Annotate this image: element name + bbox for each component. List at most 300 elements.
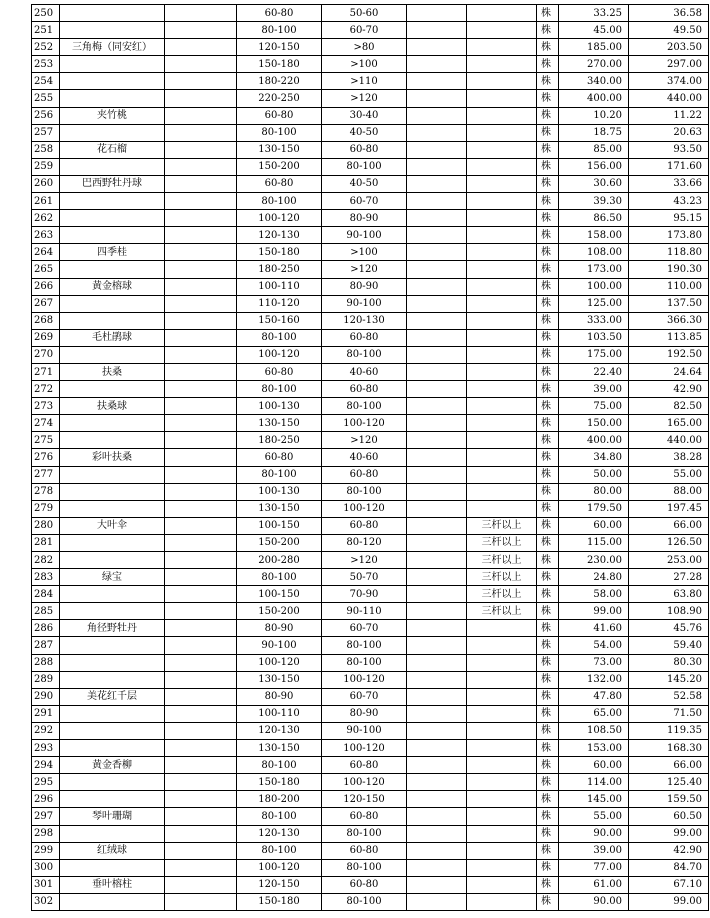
crown-spec-cell: 30-40 bbox=[322, 107, 407, 124]
note-cell bbox=[467, 244, 537, 261]
note-cell bbox=[467, 791, 537, 808]
price-cell: 18.75 bbox=[559, 124, 629, 141]
plant-name-cell bbox=[60, 158, 165, 175]
table-row bbox=[32, 432, 709, 449]
height-spec-cell: 60-80 bbox=[237, 5, 322, 22]
note-cell bbox=[467, 398, 537, 415]
blank-cell bbox=[165, 432, 237, 449]
row-number-cell: 264 bbox=[32, 244, 60, 261]
unit-cell: 株 bbox=[537, 141, 559, 158]
note-cell bbox=[467, 825, 537, 842]
table-row bbox=[32, 483, 709, 500]
blank-cell bbox=[165, 688, 237, 705]
unit-cell: 株 bbox=[537, 552, 559, 569]
height-spec-cell: 200-280 bbox=[237, 552, 322, 569]
blank-cell bbox=[407, 56, 467, 73]
blank-cell bbox=[165, 210, 237, 227]
note-cell bbox=[467, 432, 537, 449]
crown-spec-cell: 100-120 bbox=[322, 740, 407, 757]
price-with-tax-cell: 88.00 bbox=[629, 483, 709, 500]
crown-spec-cell: 80-100 bbox=[322, 346, 407, 363]
height-spec-cell: 180-250 bbox=[237, 432, 322, 449]
unit-cell: 株 bbox=[537, 363, 559, 380]
table-row bbox=[32, 312, 709, 329]
blank-cell bbox=[165, 398, 237, 415]
height-spec-cell: 80-100 bbox=[237, 381, 322, 398]
row-number-cell: 297 bbox=[32, 808, 60, 825]
price-cell: 185.00 bbox=[559, 39, 629, 56]
table-row bbox=[32, 415, 709, 432]
height-spec-cell: 60-80 bbox=[237, 175, 322, 192]
row-number-cell: 266 bbox=[32, 278, 60, 295]
blank-cell bbox=[407, 312, 467, 329]
plant-name-cell bbox=[60, 774, 165, 791]
plant-name-cell: 垂叶榕柱 bbox=[60, 876, 165, 893]
price-with-tax-cell: 440.00 bbox=[629, 90, 709, 107]
height-spec-cell: 60-80 bbox=[237, 363, 322, 380]
note-cell bbox=[467, 39, 537, 56]
table-row bbox=[32, 808, 709, 825]
height-spec-cell: 150-180 bbox=[237, 893, 322, 910]
height-spec-cell: 180-220 bbox=[237, 73, 322, 90]
note-cell bbox=[467, 500, 537, 517]
crown-spec-cell: 50-70 bbox=[322, 569, 407, 586]
blank-cell bbox=[407, 363, 467, 380]
table-row bbox=[32, 671, 709, 688]
blank-cell bbox=[165, 654, 237, 671]
unit-cell: 株 bbox=[537, 22, 559, 39]
blank-cell bbox=[165, 774, 237, 791]
crown-spec-cell: 120-130 bbox=[322, 312, 407, 329]
row-number-cell: 263 bbox=[32, 227, 60, 244]
height-spec-cell: 180-250 bbox=[237, 261, 322, 278]
note-cell bbox=[467, 859, 537, 876]
price-with-tax-cell: 137.50 bbox=[629, 295, 709, 312]
price-with-tax-cell: 374.00 bbox=[629, 73, 709, 90]
crown-spec-cell: 90-100 bbox=[322, 722, 407, 739]
price-with-tax-cell: 119.35 bbox=[629, 722, 709, 739]
crown-spec-cell: 40-50 bbox=[322, 124, 407, 141]
crown-spec-cell: 40-60 bbox=[322, 449, 407, 466]
row-number-cell: 270 bbox=[32, 346, 60, 363]
height-spec-cell: 80-100 bbox=[237, 329, 322, 346]
blank-cell bbox=[165, 449, 237, 466]
unit-cell: 株 bbox=[537, 158, 559, 175]
note-cell bbox=[467, 56, 537, 73]
blank-cell bbox=[407, 552, 467, 569]
crown-spec-cell: >120 bbox=[322, 552, 407, 569]
plant-name-cell bbox=[60, 705, 165, 722]
plant-name-cell: 美花红千层 bbox=[60, 688, 165, 705]
plant-name-cell bbox=[60, 432, 165, 449]
row-number-cell: 302 bbox=[32, 893, 60, 910]
row-number-cell: 251 bbox=[32, 22, 60, 39]
height-spec-cell: 80-90 bbox=[237, 688, 322, 705]
price-with-tax-cell: 118.80 bbox=[629, 244, 709, 261]
blank-cell bbox=[165, 261, 237, 278]
price-cell: 145.00 bbox=[559, 791, 629, 808]
row-number-cell: 293 bbox=[32, 740, 60, 757]
price-cell: 22.40 bbox=[559, 363, 629, 380]
note-cell: 三杆以上 bbox=[467, 534, 537, 551]
unit-cell: 株 bbox=[537, 534, 559, 551]
blank-cell bbox=[407, 722, 467, 739]
blank-cell bbox=[407, 534, 467, 551]
note-cell bbox=[467, 295, 537, 312]
plant-name-cell bbox=[60, 193, 165, 210]
blank-cell bbox=[165, 859, 237, 876]
plant-name-cell: 夹竹桃 bbox=[60, 107, 165, 124]
unit-cell: 株 bbox=[537, 603, 559, 620]
price-with-tax-cell: 63.80 bbox=[629, 586, 709, 603]
crown-spec-cell: >120 bbox=[322, 261, 407, 278]
row-number-cell: 299 bbox=[32, 842, 60, 859]
blank-cell bbox=[165, 722, 237, 739]
height-spec-cell: 120-150 bbox=[237, 876, 322, 893]
unit-cell: 株 bbox=[537, 210, 559, 227]
height-spec-cell: 150-200 bbox=[237, 158, 322, 175]
row-number-cell: 300 bbox=[32, 859, 60, 876]
crown-spec-cell: 60-80 bbox=[322, 808, 407, 825]
table-row bbox=[32, 22, 709, 39]
blank-cell bbox=[407, 39, 467, 56]
unit-cell: 株 bbox=[537, 278, 559, 295]
plant-name-cell bbox=[60, 210, 165, 227]
unit-cell: 株 bbox=[537, 466, 559, 483]
price-cell: 65.00 bbox=[559, 705, 629, 722]
height-spec-cell: 110-120 bbox=[237, 295, 322, 312]
price-with-tax-cell: 27.28 bbox=[629, 569, 709, 586]
price-cell: 103.50 bbox=[559, 329, 629, 346]
table-row bbox=[32, 517, 709, 534]
table-row bbox=[32, 381, 709, 398]
price-cell: 99.00 bbox=[559, 603, 629, 620]
plant-name-cell: 大叶伞 bbox=[60, 517, 165, 534]
blank-cell bbox=[407, 774, 467, 791]
note-cell: 三杆以上 bbox=[467, 552, 537, 569]
blank-cell bbox=[407, 449, 467, 466]
unit-cell: 株 bbox=[537, 654, 559, 671]
price-cell: 58.00 bbox=[559, 586, 629, 603]
height-spec-cell: 60-80 bbox=[237, 107, 322, 124]
row-number-cell: 291 bbox=[32, 705, 60, 722]
blank-cell bbox=[165, 56, 237, 73]
price-cell: 153.00 bbox=[559, 740, 629, 757]
blank-cell bbox=[165, 73, 237, 90]
note-cell bbox=[467, 193, 537, 210]
height-spec-cell: 150-200 bbox=[237, 603, 322, 620]
height-spec-cell: 150-180 bbox=[237, 244, 322, 261]
price-cell: 77.00 bbox=[559, 859, 629, 876]
plant-name-cell bbox=[60, 740, 165, 757]
crown-spec-cell: 60-80 bbox=[322, 329, 407, 346]
plant-name-cell bbox=[60, 5, 165, 22]
price-cell: 90.00 bbox=[559, 825, 629, 842]
price-cell: 54.00 bbox=[559, 637, 629, 654]
price-with-tax-cell: 159.50 bbox=[629, 791, 709, 808]
plant-name-cell: 四季桂 bbox=[60, 244, 165, 261]
price-cell: 60.00 bbox=[559, 517, 629, 534]
blank-cell bbox=[407, 295, 467, 312]
note-cell: 三杆以上 bbox=[467, 569, 537, 586]
blank-cell bbox=[407, 22, 467, 39]
price-with-tax-cell: 99.00 bbox=[629, 893, 709, 910]
blank-cell bbox=[407, 808, 467, 825]
price-cell: 86.50 bbox=[559, 210, 629, 227]
blank-cell bbox=[407, 705, 467, 722]
unit-cell: 株 bbox=[537, 175, 559, 192]
row-number-cell: 265 bbox=[32, 261, 60, 278]
unit-cell: 株 bbox=[537, 329, 559, 346]
table-row bbox=[32, 688, 709, 705]
plant-name-cell bbox=[60, 346, 165, 363]
price-with-tax-cell: 84.70 bbox=[629, 859, 709, 876]
price-with-tax-cell: 125.40 bbox=[629, 774, 709, 791]
crown-spec-cell: >110 bbox=[322, 73, 407, 90]
price-cell: 108.00 bbox=[559, 244, 629, 261]
blank-cell bbox=[407, 876, 467, 893]
crown-spec-cell: 80-90 bbox=[322, 278, 407, 295]
blank-cell bbox=[165, 842, 237, 859]
price-cell: 158.00 bbox=[559, 227, 629, 244]
crown-spec-cell: >80 bbox=[322, 39, 407, 56]
row-number-cell: 295 bbox=[32, 774, 60, 791]
price-with-tax-cell: 38.28 bbox=[629, 449, 709, 466]
note-cell bbox=[467, 654, 537, 671]
unit-cell: 株 bbox=[537, 398, 559, 415]
plant-name-cell bbox=[60, 483, 165, 500]
blank-cell bbox=[165, 825, 237, 842]
price-with-tax-cell: 108.90 bbox=[629, 603, 709, 620]
blank-cell bbox=[407, 825, 467, 842]
table-row bbox=[32, 876, 709, 893]
unit-cell: 株 bbox=[537, 825, 559, 842]
crown-spec-cell: 80-100 bbox=[322, 859, 407, 876]
price-with-tax-cell: 197.45 bbox=[629, 500, 709, 517]
price-with-tax-cell: 52.58 bbox=[629, 688, 709, 705]
row-number-cell: 261 bbox=[32, 193, 60, 210]
unit-cell: 株 bbox=[537, 5, 559, 22]
blank-cell bbox=[407, 637, 467, 654]
table-row bbox=[32, 56, 709, 73]
blank-cell bbox=[407, 210, 467, 227]
height-spec-cell: 60-80 bbox=[237, 449, 322, 466]
price-cell: 10.20 bbox=[559, 107, 629, 124]
blank-cell bbox=[165, 90, 237, 107]
unit-cell: 株 bbox=[537, 740, 559, 757]
row-number-cell: 287 bbox=[32, 637, 60, 654]
table-row bbox=[32, 210, 709, 227]
price-cell: 132.00 bbox=[559, 671, 629, 688]
price-with-tax-cell: 192.50 bbox=[629, 346, 709, 363]
plant-name-cell bbox=[60, 90, 165, 107]
note-cell bbox=[467, 346, 537, 363]
price-with-tax-cell: 80.30 bbox=[629, 654, 709, 671]
price-cell: 108.50 bbox=[559, 722, 629, 739]
blank-cell bbox=[407, 5, 467, 22]
row-number-cell: 289 bbox=[32, 671, 60, 688]
crown-spec-cell: 60-80 bbox=[322, 876, 407, 893]
blank-cell bbox=[165, 124, 237, 141]
note-cell bbox=[467, 107, 537, 124]
note-cell bbox=[467, 466, 537, 483]
height-spec-cell: 100-120 bbox=[237, 859, 322, 876]
height-spec-cell: 90-100 bbox=[237, 637, 322, 654]
table-row bbox=[32, 654, 709, 671]
blank-cell bbox=[407, 244, 467, 261]
unit-cell: 株 bbox=[537, 261, 559, 278]
blank-cell bbox=[165, 534, 237, 551]
price-with-tax-cell: 95.15 bbox=[629, 210, 709, 227]
price-with-tax-cell: 366.30 bbox=[629, 312, 709, 329]
row-number-cell: 285 bbox=[32, 603, 60, 620]
blank-cell bbox=[407, 740, 467, 757]
blank-cell bbox=[407, 107, 467, 124]
price-with-tax-cell: 49.50 bbox=[629, 22, 709, 39]
plant-name-cell bbox=[60, 791, 165, 808]
price-with-tax-cell: 168.30 bbox=[629, 740, 709, 757]
row-number-cell: 290 bbox=[32, 688, 60, 705]
blank-cell bbox=[407, 517, 467, 534]
blank-cell bbox=[165, 381, 237, 398]
price-with-tax-cell: 20.63 bbox=[629, 124, 709, 141]
blank-cell bbox=[407, 586, 467, 603]
blank-cell bbox=[165, 329, 237, 346]
unit-cell: 株 bbox=[537, 757, 559, 774]
blank-cell bbox=[407, 261, 467, 278]
plant-name-cell bbox=[60, 893, 165, 910]
note-cell: 三杆以上 bbox=[467, 603, 537, 620]
blank-cell bbox=[165, 808, 237, 825]
table-row bbox=[32, 534, 709, 551]
table-row bbox=[32, 244, 709, 261]
price-with-tax-cell: 82.50 bbox=[629, 398, 709, 415]
note-cell bbox=[467, 722, 537, 739]
blank-cell bbox=[407, 124, 467, 141]
plant-name-cell: 红绒球 bbox=[60, 842, 165, 859]
blank-cell bbox=[407, 193, 467, 210]
crown-spec-cell: 60-70 bbox=[322, 193, 407, 210]
price-with-tax-cell: 110.00 bbox=[629, 278, 709, 295]
height-spec-cell: 80-100 bbox=[237, 757, 322, 774]
blank-cell bbox=[407, 432, 467, 449]
height-spec-cell: 130-150 bbox=[237, 415, 322, 432]
crown-spec-cell: 90-100 bbox=[322, 295, 407, 312]
blank-cell bbox=[407, 346, 467, 363]
unit-cell: 株 bbox=[537, 774, 559, 791]
blank-cell bbox=[165, 5, 237, 22]
blank-cell bbox=[165, 39, 237, 56]
table-row bbox=[32, 261, 709, 278]
row-number-cell: 294 bbox=[32, 757, 60, 774]
blank-cell bbox=[165, 312, 237, 329]
note-cell: 三杆以上 bbox=[467, 517, 537, 534]
table-row bbox=[32, 329, 709, 346]
unit-cell: 株 bbox=[537, 227, 559, 244]
note-cell bbox=[467, 740, 537, 757]
price-cell: 90.00 bbox=[559, 893, 629, 910]
height-spec-cell: 150-180 bbox=[237, 774, 322, 791]
unit-cell: 株 bbox=[537, 346, 559, 363]
table-row bbox=[32, 740, 709, 757]
unit-cell: 株 bbox=[537, 893, 559, 910]
blank-cell bbox=[407, 73, 467, 90]
height-spec-cell: 100-120 bbox=[237, 654, 322, 671]
row-number-cell: 256 bbox=[32, 107, 60, 124]
plant-name-cell: 黄金香柳 bbox=[60, 757, 165, 774]
crown-spec-cell: 60-80 bbox=[322, 757, 407, 774]
price-with-tax-cell: 99.00 bbox=[629, 825, 709, 842]
blank-cell bbox=[165, 363, 237, 380]
unit-cell: 株 bbox=[537, 124, 559, 141]
price-cell: 61.00 bbox=[559, 876, 629, 893]
row-number-cell: 296 bbox=[32, 791, 60, 808]
height-spec-cell: 120-130 bbox=[237, 722, 322, 739]
plant-name-cell bbox=[60, 671, 165, 688]
plant-name-cell bbox=[60, 22, 165, 39]
note-cell bbox=[467, 261, 537, 278]
row-number-cell: 271 bbox=[32, 363, 60, 380]
price-cell: 400.00 bbox=[559, 432, 629, 449]
height-spec-cell: 80-100 bbox=[237, 842, 322, 859]
table-row bbox=[32, 791, 709, 808]
row-number-cell: 278 bbox=[32, 483, 60, 500]
unit-cell: 株 bbox=[537, 381, 559, 398]
crown-spec-cell: 90-110 bbox=[322, 603, 407, 620]
crown-spec-cell: 60-70 bbox=[322, 22, 407, 39]
crown-spec-cell: 90-100 bbox=[322, 227, 407, 244]
table-row bbox=[32, 141, 709, 158]
plant-name-cell bbox=[60, 312, 165, 329]
blank-cell bbox=[407, 329, 467, 346]
height-spec-cell: 100-120 bbox=[237, 210, 322, 227]
price-with-tax-cell: 440.00 bbox=[629, 432, 709, 449]
table-row bbox=[32, 842, 709, 859]
plant-name-cell bbox=[60, 586, 165, 603]
price-cell: 41.60 bbox=[559, 620, 629, 637]
plant-name-cell bbox=[60, 825, 165, 842]
blank-cell bbox=[407, 671, 467, 688]
note-cell bbox=[467, 893, 537, 910]
table-row bbox=[32, 158, 709, 175]
blank-cell bbox=[165, 466, 237, 483]
blank-cell bbox=[165, 671, 237, 688]
blank-cell bbox=[165, 740, 237, 757]
price-with-tax-cell: 66.00 bbox=[629, 757, 709, 774]
plant-name-cell: 毛杜鹃球 bbox=[60, 329, 165, 346]
table-row bbox=[32, 637, 709, 654]
unit-cell: 株 bbox=[537, 671, 559, 688]
height-spec-cell: 220-250 bbox=[237, 90, 322, 107]
blank-cell bbox=[165, 193, 237, 210]
crown-spec-cell: 60-80 bbox=[322, 381, 407, 398]
note-cell bbox=[467, 449, 537, 466]
table-row bbox=[32, 90, 709, 107]
row-number-cell: 283 bbox=[32, 569, 60, 586]
row-number-cell: 281 bbox=[32, 534, 60, 551]
blank-cell bbox=[165, 158, 237, 175]
table-row bbox=[32, 124, 709, 141]
row-number-cell: 275 bbox=[32, 432, 60, 449]
table-row bbox=[32, 278, 709, 295]
price-with-tax-cell: 59.40 bbox=[629, 637, 709, 654]
note-cell bbox=[467, 757, 537, 774]
table-row bbox=[32, 227, 709, 244]
crown-spec-cell: 80-100 bbox=[322, 158, 407, 175]
note-cell bbox=[467, 774, 537, 791]
height-spec-cell: 120-130 bbox=[237, 825, 322, 842]
height-spec-cell: 100-110 bbox=[237, 705, 322, 722]
